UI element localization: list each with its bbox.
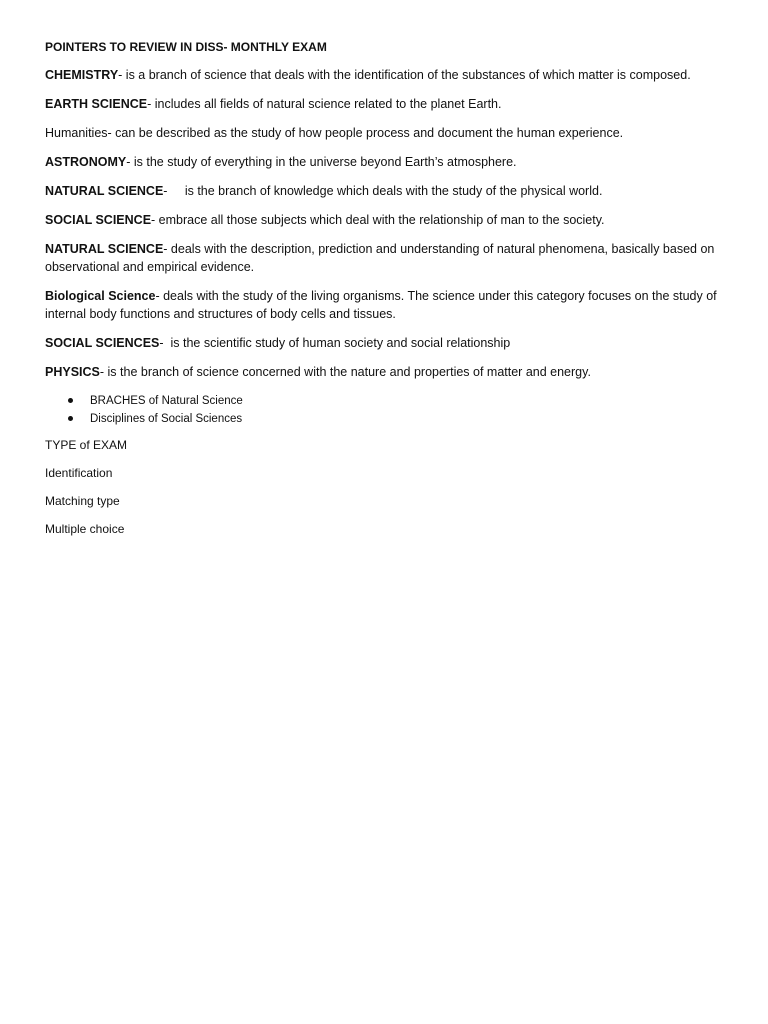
list-item-label: Disciplines of Social Sciences: [90, 413, 243, 425]
definition-biological-science: [45, 287, 730, 323]
definition-text: Humanities- can be described as the study of how people process and document the human experience.: [45, 126, 624, 140]
document-title: POINTERS TO REVIEW IN DISS- MONTHLY EXAM: [45, 40, 327, 54]
definition-term: NATURAL SCIENCE: [45, 184, 164, 198]
document-page: [45, 39, 730, 548]
exam-type-multiple-choice: Multiple choice: [45, 522, 125, 536]
definition-term: ASTRONOMY: [45, 155, 127, 169]
exam-type-identification: Identification: [45, 466, 113, 480]
definition-natural-science-1: [45, 182, 730, 200]
definition-chemistry: [45, 66, 730, 84]
list-item: [45, 392, 730, 410]
definition-term: CHEMISTRY: [45, 68, 119, 82]
definition-physics: [45, 363, 730, 381]
list-item: [45, 410, 730, 428]
definition-text: - embrace all those subjects which deal with the relationship of man to the society.: [151, 213, 605, 227]
list-item-label: BRACHES of Natural Science: [90, 395, 243, 407]
bullet-list: [45, 392, 730, 428]
bullet-icon: [68, 416, 73, 421]
definition-natural-science-2: [45, 240, 730, 276]
definition-text: - is the scientific study of human society and social relationship: [159, 336, 511, 350]
exam-type-heading: TYPE of EXAM: [45, 438, 128, 452]
definition-earth-science: [45, 95, 730, 113]
definition-text: - is the study of everything in the universe beyond Earth’s atmosphere.: [126, 155, 517, 169]
bullet-icon: [68, 398, 73, 403]
definition-text: - is the branch of science concerned with the nature and properties of matter and energy.: [99, 365, 591, 379]
definition-humanities: [45, 124, 730, 142]
definition-term: SOCIAL SCIENCE: [45, 213, 152, 227]
definition-term: PHYSICS: [45, 365, 100, 379]
definition-text: - is the branch of knowledge which deals with the study of the physical world.: [163, 184, 603, 198]
definition-text: - deals with the description, prediction and understanding of natural phenomena, basically based on observational and empirical evidence.: [45, 242, 715, 274]
definition-term: NATURAL SCIENCE: [45, 242, 164, 256]
exam-type-matching: Matching type: [45, 494, 120, 508]
definition-term: Biological Science: [45, 289, 156, 303]
definition-text: - deals with the study of the living organisms. The science under this category focuses on the study of internal body functions and structures of body cells and tissues.: [45, 289, 717, 321]
definition-term: EARTH SCIENCE: [45, 97, 148, 111]
definition-text: - includes all fields of natural science related to the planet Earth.: [147, 97, 502, 111]
definition-astronomy: [45, 153, 730, 171]
definition-social-sciences: [45, 334, 730, 352]
definition-term: SOCIAL SCIENCES: [45, 336, 160, 350]
definition-social-science: [45, 211, 730, 229]
definition-text: - is a branch of science that deals with the identification of the substances of which matter is composed.: [118, 68, 691, 82]
